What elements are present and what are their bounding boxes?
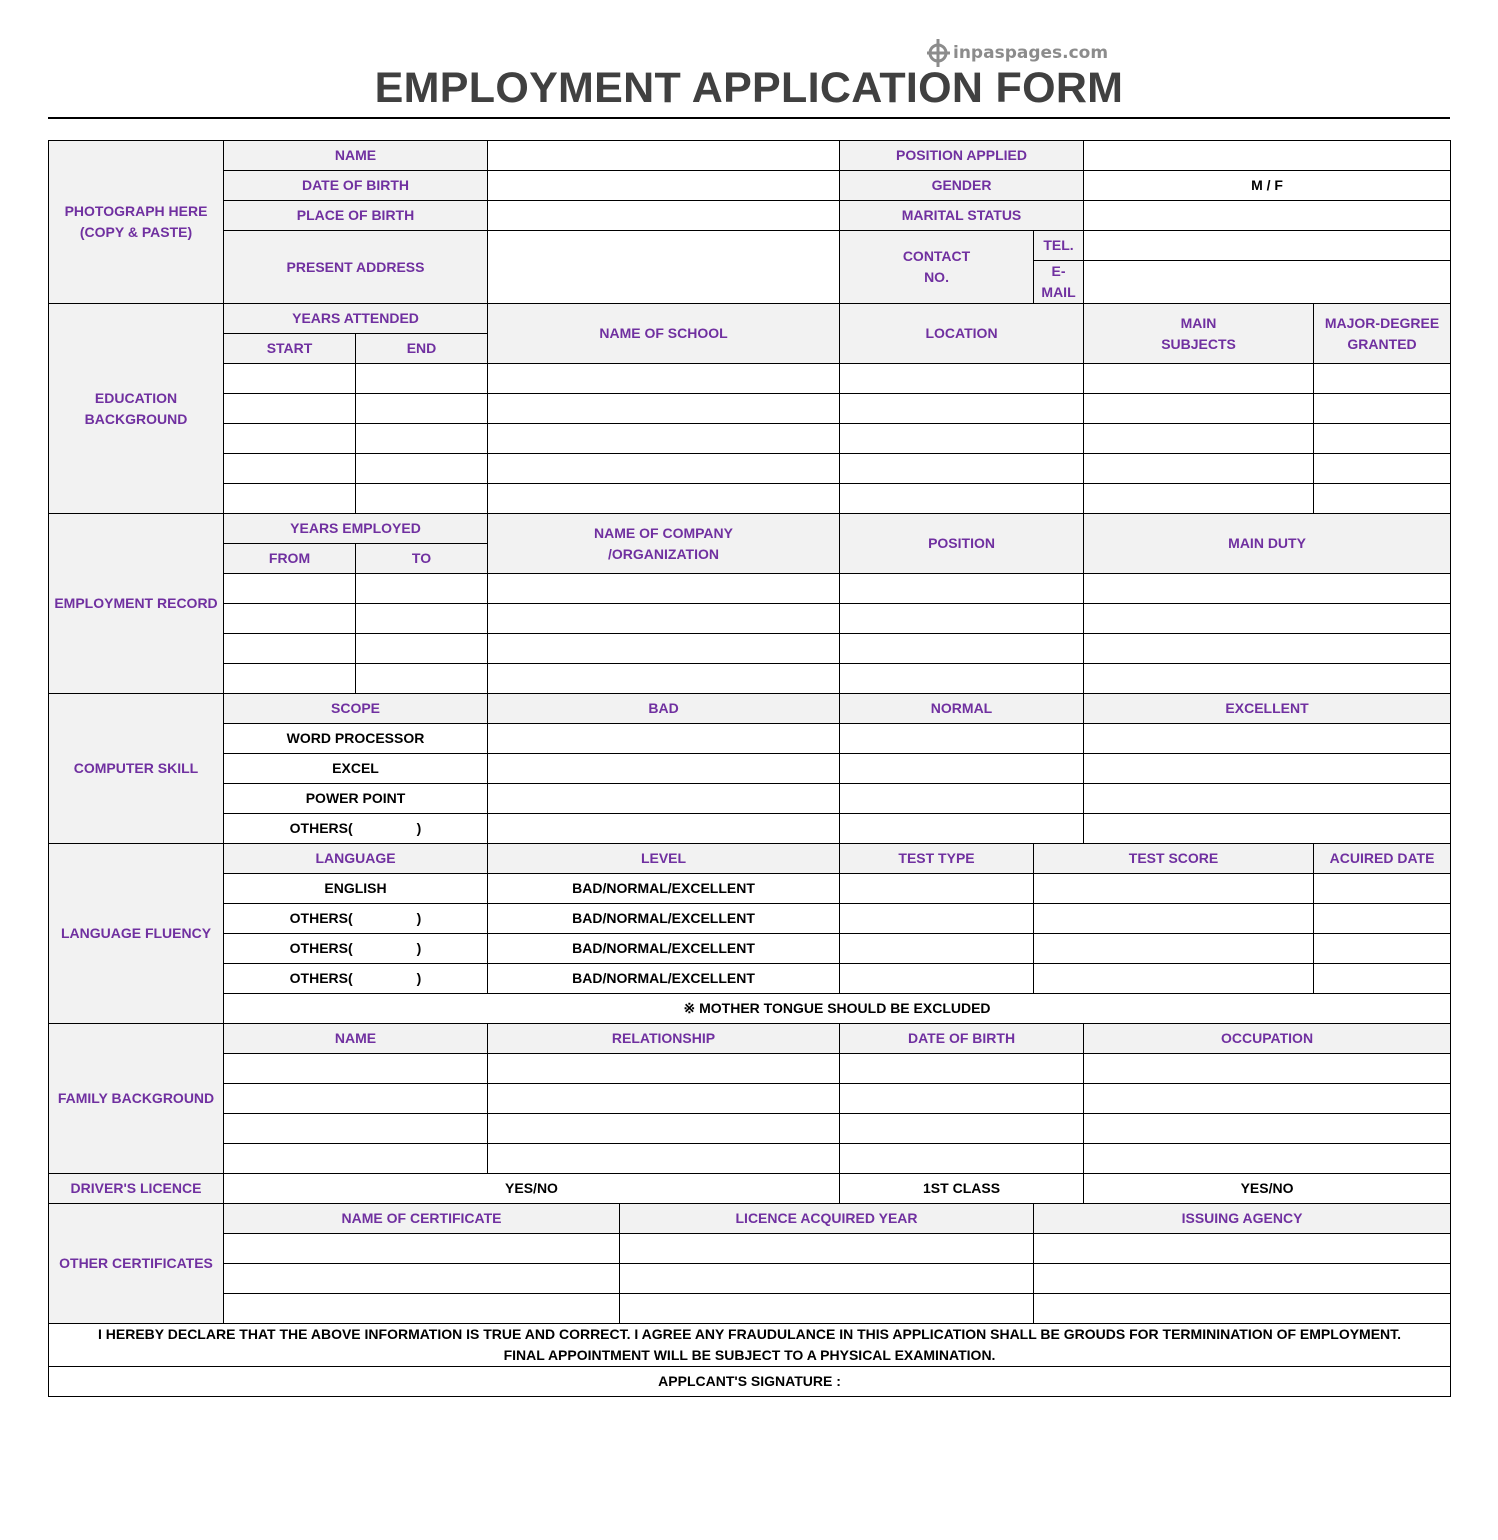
brand-name: inpaspages.com bbox=[953, 43, 1109, 63]
contact-label: CONTACT NO. bbox=[840, 231, 1034, 304]
table-row bbox=[49, 424, 1451, 454]
certificate-name-label: NAME OF CERTIFICATE bbox=[224, 1204, 620, 1234]
address-field[interactable] bbox=[488, 231, 840, 304]
language-level[interactable]: BAD/NORMAL/EXCELLENT bbox=[488, 964, 840, 994]
normal-label: NORMAL bbox=[840, 694, 1084, 724]
bad-label: BAD bbox=[488, 694, 840, 724]
family-dob-label: DATE OF BIRTH bbox=[840, 1024, 1084, 1054]
years-employed-label: YEARS EMPLOYED bbox=[224, 514, 488, 544]
table-row bbox=[49, 724, 1451, 754]
table-row bbox=[49, 484, 1451, 514]
language-english: ENGLISH bbox=[224, 874, 488, 904]
table-row bbox=[49, 394, 1451, 424]
name-field[interactable] bbox=[488, 141, 840, 171]
excellent-label: EXCELLENT bbox=[1084, 694, 1451, 724]
table-row bbox=[49, 604, 1451, 634]
main-subjects-label: MAIN SUBJECTS bbox=[1084, 304, 1314, 364]
dob-label: DATE OF BIRTH bbox=[224, 171, 488, 201]
language-others[interactable]: OTHERS( ) bbox=[224, 964, 488, 994]
email-field[interactable] bbox=[1084, 261, 1451, 304]
main-duty-label: MAIN DUTY bbox=[1084, 514, 1451, 574]
table-row bbox=[49, 364, 1451, 394]
language-level[interactable]: BAD/NORMAL/EXCELLENT bbox=[488, 934, 840, 964]
position-applied-field[interactable] bbox=[1084, 141, 1451, 171]
company-name-label: NAME OF COMPANY /ORGANIZATION bbox=[488, 514, 840, 574]
table-row bbox=[49, 574, 1451, 604]
to-label: TO bbox=[356, 544, 488, 574]
years-attended-label: YEARS ATTENDED bbox=[224, 304, 488, 334]
tel-label: TEL. bbox=[1034, 231, 1084, 261]
table-row bbox=[49, 634, 1451, 664]
pob-label: PLACE OF BIRTH bbox=[224, 201, 488, 231]
signature-field[interactable] bbox=[49, 1367, 1451, 1397]
table-row bbox=[49, 1234, 1451, 1264]
position-applied-label: POSITION APPLIED bbox=[840, 141, 1084, 171]
pob-field[interactable] bbox=[488, 201, 840, 231]
level-label: LEVEL bbox=[488, 844, 840, 874]
table-row bbox=[49, 1084, 1451, 1114]
school-name-label: NAME OF SCHOOL bbox=[488, 304, 840, 364]
declaration-text: I HEREBY DECLARE THAT THE ABOVE INFORMATION IS TRUE AND CORRECT. I AGREE ANY FRAUDULANCE IN THIS APPLICATION SHALL BE GROUDS FOR TERMININATION OF EMPLOYMENT. FINAL APPOINTMENT WILL BE SUBJECT TO A PHYSICAL EXAMINATION. bbox=[49, 1324, 1451, 1367]
skill-word-processor: WORD PROCESSOR bbox=[224, 724, 488, 754]
employment-position-label: POSITION bbox=[840, 514, 1084, 574]
table-row bbox=[49, 964, 1451, 994]
occupation-label: OCCUPATION bbox=[1084, 1024, 1451, 1054]
table-row bbox=[49, 754, 1451, 784]
location-label: LOCATION bbox=[840, 304, 1084, 364]
from-label: FROM bbox=[224, 544, 356, 574]
computer-section-label: COMPUTER SKILL bbox=[49, 694, 224, 844]
marital-status-label: MARITAL STATUS bbox=[840, 201, 1084, 231]
photo-placeholder[interactable]: PHOTOGRAPH HERE (COPY & PASTE) bbox=[49, 141, 224, 304]
gender-field[interactable]: M / F bbox=[1084, 171, 1451, 201]
employment-section-label: EMPLOYMENT RECORD bbox=[49, 514, 224, 694]
table-row bbox=[49, 934, 1451, 964]
acquired-year-label: LICENCE ACQUIRED YEAR bbox=[620, 1204, 1034, 1234]
family-section-label: FAMILY BACKGROUND bbox=[49, 1024, 224, 1174]
page-title: EMPLOYMENT APPLICATION FORM bbox=[374, 64, 1124, 112]
skill-others[interactable]: OTHERS( ) bbox=[224, 814, 488, 844]
dob-field[interactable] bbox=[488, 171, 840, 201]
table-row bbox=[49, 454, 1451, 484]
relationship-label: RELATIONSHIP bbox=[488, 1024, 840, 1054]
application-form bbox=[48, 140, 1451, 1397]
language-label: LANGUAGE bbox=[224, 844, 488, 874]
degree-label: MAJOR-DEGREE GRANTED bbox=[1314, 304, 1451, 364]
table-row bbox=[49, 1264, 1451, 1294]
mother-tongue-note: ※ MOTHER TONGUE SHOULD BE EXCLUDED bbox=[224, 994, 1451, 1024]
table-row bbox=[49, 874, 1451, 904]
address-label: PRESENT ADDRESS bbox=[224, 231, 488, 304]
gender-label: GENDER bbox=[840, 171, 1084, 201]
table-row bbox=[49, 904, 1451, 934]
name-label: NAME bbox=[224, 141, 488, 171]
signature-label: APPLCANT'S SIGNATURE : bbox=[658, 1373, 841, 1389]
end-label: END bbox=[356, 334, 488, 364]
table-row bbox=[49, 784, 1451, 814]
certificates-section-label: OTHER CERTIFICATES bbox=[49, 1204, 224, 1324]
table-row bbox=[49, 1294, 1451, 1324]
language-level[interactable]: BAD/NORMAL/EXCELLENT bbox=[488, 874, 840, 904]
marital-status-field[interactable] bbox=[1084, 201, 1451, 231]
test-score-label: TEST SCORE bbox=[1034, 844, 1314, 874]
driver-licence-field[interactable]: YES/NO bbox=[224, 1174, 840, 1204]
language-level[interactable]: BAD/NORMAL/EXCELLENT bbox=[488, 904, 840, 934]
skill-excel: EXCEL bbox=[224, 754, 488, 784]
skill-power-point: POWER POINT bbox=[224, 784, 488, 814]
test-type-label: TEST TYPE bbox=[840, 844, 1034, 874]
title-divider bbox=[48, 117, 1450, 119]
start-label: START bbox=[224, 334, 356, 364]
licence-class: 1ST CLASS bbox=[840, 1174, 1084, 1204]
licence-class-field[interactable]: YES/NO bbox=[1084, 1174, 1451, 1204]
acquired-date-label: ACUIRED DATE bbox=[1314, 844, 1451, 874]
table-row bbox=[49, 814, 1451, 844]
table-row bbox=[49, 1144, 1451, 1174]
scope-label: SCOPE bbox=[224, 694, 488, 724]
issuing-agency-label: ISSUING AGENCY bbox=[1034, 1204, 1451, 1234]
tel-field[interactable] bbox=[1084, 231, 1451, 261]
table-row bbox=[49, 664, 1451, 694]
language-section-label: LANGUAGE FLUENCY bbox=[49, 844, 224, 1024]
language-others[interactable]: OTHERS( ) bbox=[224, 904, 488, 934]
table-row bbox=[49, 1054, 1451, 1084]
family-name-label: NAME bbox=[224, 1024, 488, 1054]
driver-licence-label: DRIVER'S LICENCE bbox=[49, 1174, 224, 1204]
table-row bbox=[49, 1114, 1451, 1144]
education-section-label: EDUCATION BACKGROUND bbox=[49, 304, 224, 514]
language-others[interactable]: OTHERS( ) bbox=[224, 934, 488, 964]
email-label: E-MAIL bbox=[1034, 261, 1084, 304]
